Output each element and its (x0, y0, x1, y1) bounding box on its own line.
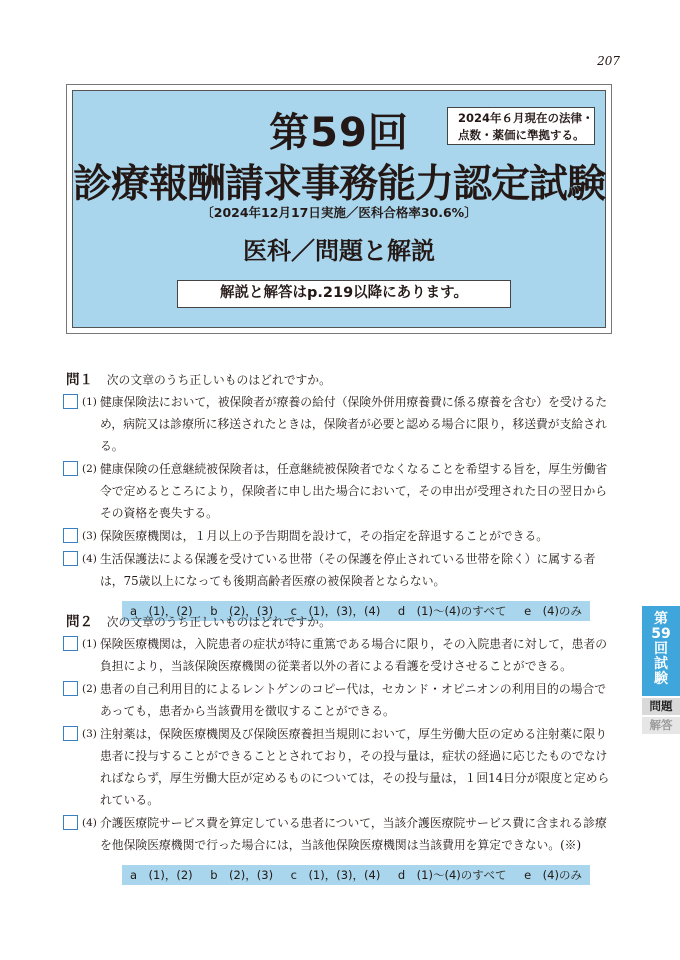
item-text: 健康保険法において，被保険者が療養の給付（保険外併用療養費に係る療養を含む）を受けるため，病院又は診療所に移送されたときは，保険者が必要と認める場合に限り，移送費が支給される。 (100, 395, 608, 453)
exam-name: 診療報酬請求事務能力認定試験 (73, 162, 606, 207)
item-number: (1) (82, 638, 97, 650)
item-text: 健康保険の任意継続被保険者は，任意継続被保険者でなくなることを希望する旨を，厚生労働省令で定めるところにより，保険者に申し出た場合において，その申出が受理された日の翌日からその資格を喪失する。 (100, 462, 608, 520)
tab-questions[interactable]: 問題 (642, 698, 680, 715)
title-box (72, 90, 606, 328)
side-tab-char: 験 (654, 671, 668, 687)
page-number: 207 (597, 54, 620, 68)
question-item (66, 633, 616, 677)
choice-d: d (1)～(4)のすべて (397, 604, 507, 618)
exam-date: 〔2024年12月17日実施／医科合格率30.6%〕 (201, 205, 477, 220)
item-number: (3) (82, 728, 97, 740)
side-tab-exam (642, 606, 680, 696)
question-item (66, 458, 616, 524)
item-text: 注射薬は，保険医療機関及び保険医療養担当規則において，厚生労働大臣の定める注射薬に限り患者に投与することができることとされており，その投与量は，症状の経過に応じたものでなければならず，厚生労働大臣が定めるものについては，その投与量は，１回14日分が限度と定められている。 (100, 727, 610, 807)
question-header (66, 611, 616, 633)
answer-checkbox[interactable] (63, 815, 78, 830)
choice-c: c (1)，(3)，(4) (290, 868, 381, 882)
tab-answers[interactable]: 解答 (642, 717, 680, 734)
choice-b: b (2)，(3) (210, 604, 274, 618)
answer-checkbox[interactable] (63, 551, 78, 566)
item-number: (3) (82, 530, 97, 542)
law-note-line: 点数・薬価に準拠する。 (458, 128, 585, 142)
choice-e: e (4)のみ (524, 604, 582, 618)
question-item (66, 548, 616, 592)
side-tab-char: 第 (654, 611, 668, 627)
side-tab-char: 試 (654, 656, 668, 672)
answer-checkbox[interactable] (63, 726, 78, 741)
item-text: 保険医療機関は，入院患者の症状が特に重篤である場合に限り，その入院患者に対して，患者の負担により，当該保険医療機関の従業者以外の者による看護を受けさせることができる。 (100, 637, 608, 673)
answer-checkbox[interactable] (63, 394, 78, 409)
item-number: (4) (82, 817, 97, 829)
exam-subtitle: 医科／問題と解説 (243, 237, 435, 265)
choice-a: a (1)，(2) (130, 604, 193, 618)
choice-e: e (4)のみ (524, 868, 582, 882)
item-number: (4) (82, 553, 97, 565)
answer-checkbox[interactable] (63, 461, 78, 476)
question-2 (66, 611, 616, 885)
law-note-line: 2024年６月現在の法律・ (458, 111, 594, 125)
choice-b: b (2)，(3) (210, 868, 274, 882)
exam-number: 第59回 (269, 110, 409, 156)
question-item (66, 812, 616, 856)
choice-d: d (1)～(4)のすべて (397, 868, 507, 882)
law-note (447, 107, 595, 145)
side-tab-char: 59 (651, 626, 671, 642)
answer-note: 解説と解答はp.219以降にあります。 (177, 280, 511, 308)
question-label: 問１ (66, 372, 93, 388)
question-prompt: 次の文章のうち正しいものはどれですか。 (106, 615, 331, 629)
choice-c: c (1)，(3)，(4) (290, 604, 381, 618)
choice-a: a (1)，(2) (130, 868, 193, 882)
question-item (66, 391, 616, 457)
answer-checkbox[interactable] (63, 528, 78, 543)
item-number: (2) (82, 683, 97, 695)
answer-checkbox[interactable] (63, 681, 78, 696)
question-header (66, 369, 616, 391)
question-prompt: 次の文章のうち正しいものはどれですか。 (106, 373, 331, 387)
question-label: 問２ (66, 614, 93, 630)
question-item (66, 525, 616, 547)
item-text: 患者の自己利用目的によるレントゲンのコピー代は，セカンド・オピニオンの利用目的の場合であっても，患者から当該費用を徴収することができる。 (100, 682, 607, 718)
question-item (66, 723, 616, 811)
item-number: (1) (82, 396, 97, 408)
title-frame (66, 84, 612, 334)
side-tab-char: 回 (654, 641, 668, 657)
item-number: (2) (82, 463, 97, 475)
item-text: 生活保護法による保護を受けている世帯（その保護を停止されている世帯を除く）に属する者は，75歳以上になっても後期高齢者医療の被保険者とならない。 (100, 552, 596, 588)
answer-checkbox[interactable] (63, 636, 78, 651)
item-text: 介護医療院サービス費を算定している患者について，当該介護医療院サービス費に含まれる診療を他保険医療機関で行った場合には，当該他保険医療機関は当該費用を算定できない。(※) (100, 816, 607, 852)
question-item (66, 678, 616, 722)
item-text: 保険医療機関は，１月以上の予告期間を設けて，その指定を辞退することができる。 (100, 529, 549, 543)
answer-choices (122, 865, 590, 885)
question-1 (66, 369, 616, 621)
